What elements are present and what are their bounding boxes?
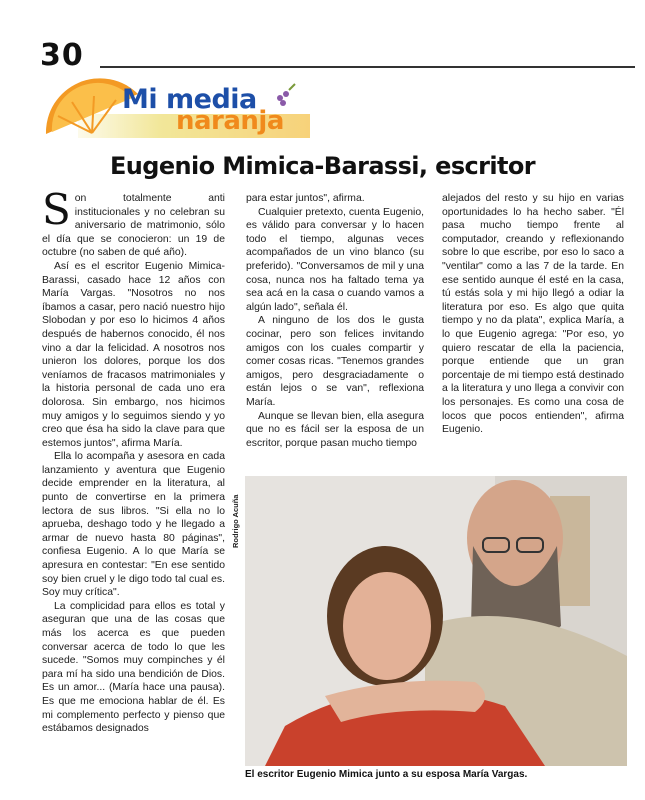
paragraph: para estar juntos", afirma. xyxy=(246,193,365,204)
couple-photo-illustration xyxy=(245,476,627,766)
paragraph: alejados del resto y su hijo en varias oportunidades lo ha hecho saber. "Él pasa mucho tiempo frente al computador, creando y reflexionando sobre lo que escribe, por eso lo saco a "ventilar" como a las 7 de la tarde. En ese sentido aunque él esté en la casa, tú estás sola y mi hijo llegó a odiar la literatura por eso. Es algo que quita tiempo y no da plata", explica María, a lo que Eugenio agrega: "Por eso, yo quiero rescatar de ella la paciencia, porque entiende que un gran porcentaje de mi tiempo está destinado a la literatura y uno llega a convivir con los personajes. Es como una cosa de locos que pocos entienden", afirma Eugenio. xyxy=(442,193,624,436)
paragraph-text: on totalmente anti institucionales y no celebran su aniversario de matrimonio, sólo el día que se conocieron: un 19 de octubre (no saben de qué año). xyxy=(42,193,225,259)
photo-caption: El escritor Eugenio Mimica junto a su esposa María Vargas. xyxy=(245,769,528,780)
article-headline: Eugenio Mimica-Barassi, escritor xyxy=(109,152,536,180)
section-title-line1: Mi media xyxy=(122,84,257,115)
paragraph xyxy=(42,185,225,260)
article-column-1 xyxy=(42,185,225,736)
photo-credit: Rodrigo Acuña xyxy=(231,494,240,548)
paragraph: Así es el escritor Eugenio Mimica-Barassi, casado hace 12 años con María Vargas. "Nosotros no nos íbamos a casar, pero nació nuestro hijo Slobodan y por eso lo hicimos 4 años después de habernos conocido, él nos vino a dar la felicidad. A nosotros nos unieron los dolores, porque los dos veníamos de fracasos matrimoniales y la historia personal de cada uno era dolorosa. Sin embargo, nos hicimos muy amigos y lo seguimos siendo y yo creo que ésa ha sido la clave para que estemos juntos", afirma María. xyxy=(42,260,225,449)
article-column-2 xyxy=(246,192,424,450)
drop-cap: S xyxy=(42,185,71,234)
paragraph: Aunque se llevan bien, ella asegura que no es fácil ser la esposa de un escritor, porque pasan mucho tiempo xyxy=(246,410,424,449)
page-number: 30 xyxy=(40,38,84,73)
section-logo xyxy=(42,76,314,142)
couple-photo xyxy=(245,476,627,766)
paragraph: A ninguno de los dos le gusta cocinar, pero son felices invitando amigos con los cuales compartir y comer cosas ricas. "Tenemos grandes amigos, pero desgraciadamente o están lejos o se van", reflexiona María. xyxy=(246,315,424,408)
paragraph: Ella lo acompaña y asesora en cada lanzamiento y aventura que Eugenio decide emprender en la literatura, al punto de convertirse en la primera lectora de sus libros. "Si ella no lo aprueba, deshago todo y he llegado a armar de nuevo hasta 80 páginas", confiesa Eugenio. A lo que María se apresura en contestar: "En ese sentido soy bien cruel y le digo todo tal cual es. Soy muy crítica". xyxy=(42,451,225,599)
paragraph: La complicidad para ellos es total y aseguran que una de las cosas que más los acerca es que pueden conversar acerca de todo lo que les sucede. "Somos muy compinches y él para mí ha sido una bendición de Dios. Es un amor... (María hace una pausa). Es que me emociona hablar de él. Es mi complemento perfecto y pienso que estábamos designados xyxy=(42,600,225,735)
article-column-3 xyxy=(442,192,624,437)
paragraph: Cualquier pretexto, cuenta Eugenio, es válido para conversar y lo hacen todo el tiempo, algunas veces acompañados de un vino blanco (su preferido). "Conversamos de mil y una cosa, nunca nos ha faltado tema ya sea acá en la casa o cuando vamos a algún lado", señala él. xyxy=(246,206,424,313)
header-rule xyxy=(100,66,635,68)
section-title-line2: naranja xyxy=(176,106,284,136)
